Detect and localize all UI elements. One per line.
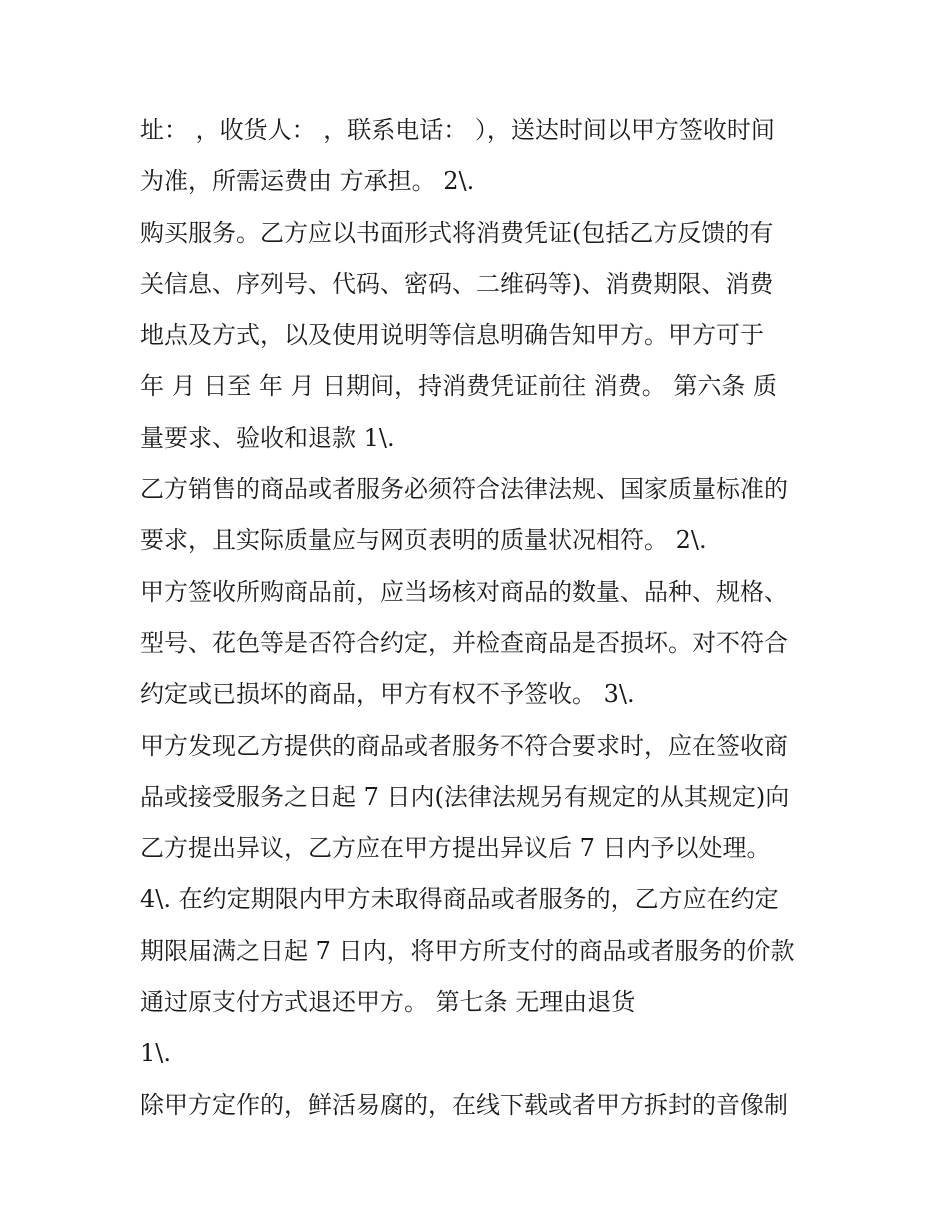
text-line: 地点及方式，以及使用说明等信息明确告知甲方。甲方可于: [140, 321, 764, 350]
text-line: 址： ，收货人： ，联系电话： ），送达时间以甲方签收时间: [140, 116, 775, 144]
text-line: 量要求、验收和退款 1\.: [140, 423, 395, 452]
text-line: 1\.: [140, 1039, 171, 1068]
text-line: 约定或已损坏的商品，甲方有权不予签收。 3\.: [140, 680, 635, 709]
text-line: 4\. 在约定期限内甲方未取得商品或者服务的，乙方应在约定: [140, 885, 779, 914]
text-line: 除甲方定作的，鲜活易腐的，在线下载或者甲方拆封的音像制: [140, 1090, 788, 1119]
text-line: 为准，所需运费由 方承担。 2\.: [140, 167, 475, 196]
text-line: 型号、花色等是否符合约定，并检查商品是否损坏。对不符合: [140, 628, 788, 657]
document-body: [140, 105, 830, 1131]
text-line: 甲方发现乙方提供的商品或者服务不符合要求时，应在签收商: [140, 731, 788, 760]
text-line: 关信息、序列号、代码、密码、二维码等)、消费期限、消费: [140, 269, 774, 298]
text-line: 乙方销售的商品或者服务必须符合法律法规、国家质量标准的: [140, 475, 788, 504]
text-line: 通过原支付方式退还甲方。 第七条 无理由退货: [140, 988, 636, 1017]
text-line: 品或接受服务之日起 7 日内(法律法规另有规定的从其规定)向: [140, 782, 790, 811]
text-line: 甲方签收所购商品前，应当场核对商品的数量、品种、规格、: [140, 577, 788, 606]
text-line: 乙方提出异议，乙方应在甲方提出异议后 7 日内予以处理。: [140, 834, 771, 863]
text-line: 期限届满之日起 7 日内，将甲方所支付的商品或者服务的价款: [140, 936, 795, 965]
text-line: 购买服务。乙方应以书面形式将消费凭证(包括乙方反馈的有: [140, 218, 774, 247]
text-line: 要求，且实际质量应与网页表明的质量状况相符。 2\.: [140, 526, 707, 555]
text-line: 年 月 日至 年 月 日期间，持消费凭证前往 消费。 第六条 质: [140, 372, 778, 401]
